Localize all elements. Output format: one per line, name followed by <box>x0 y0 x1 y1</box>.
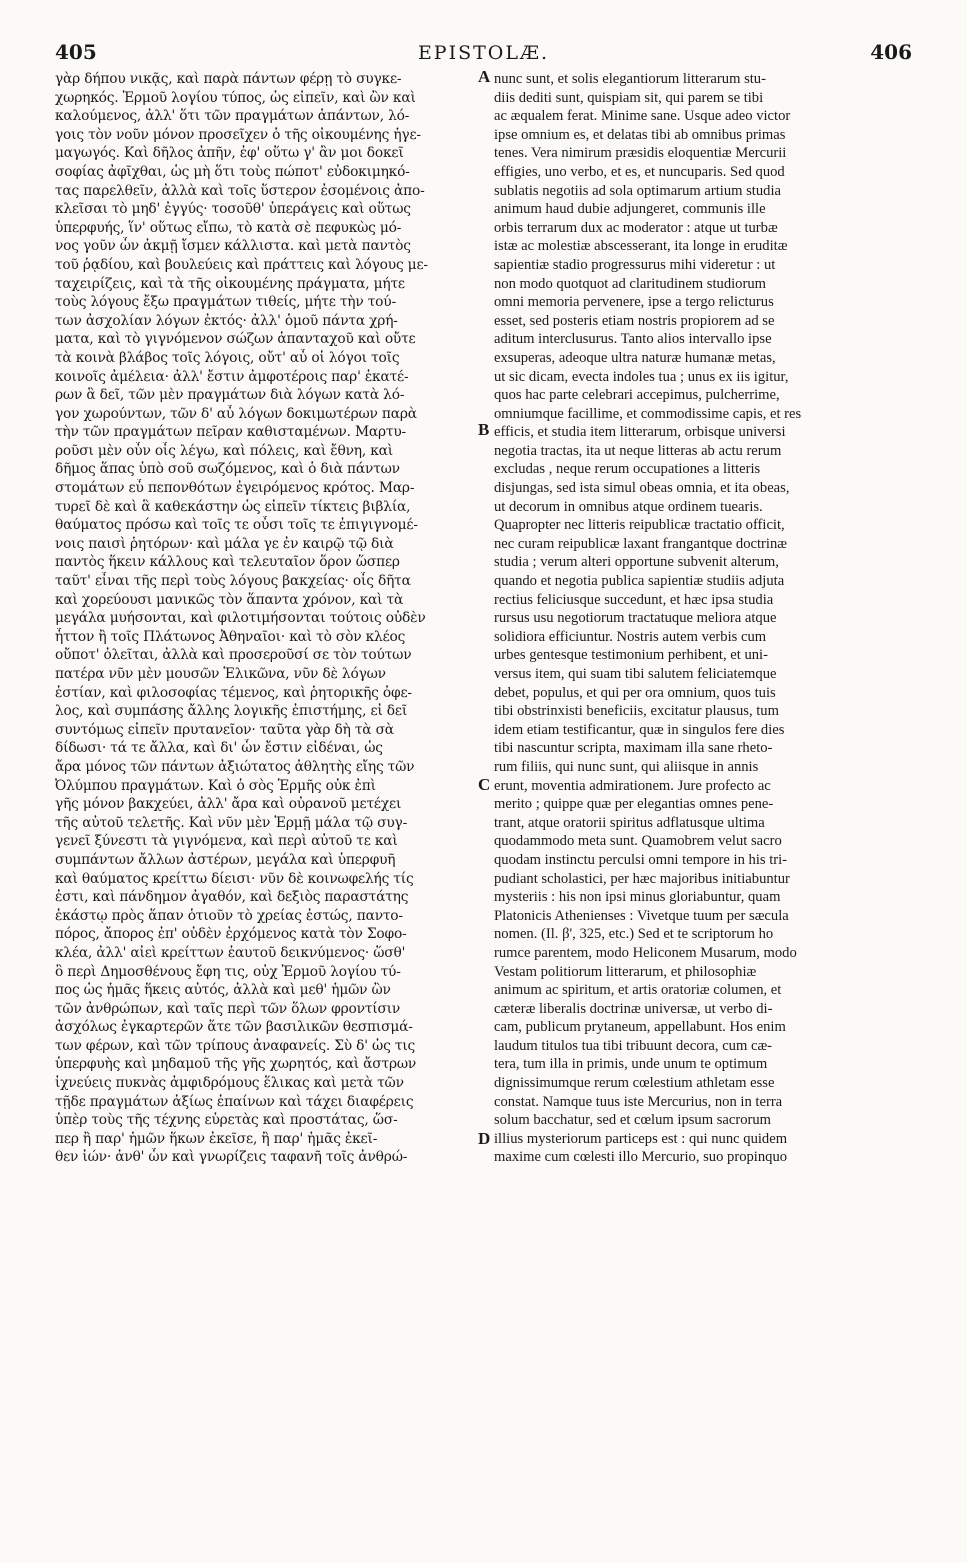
greek-line: κοινοῖς ἀμέλεια· ἀλλ' ἔστιν ἀμφοτέροις παρ' ἑκατέ- <box>55 368 409 385</box>
latin-line: esset, sed posteris etiam nostris propiorem ad se <box>494 312 775 329</box>
greek-line: μεγάλα μυήσονται, καὶ φιλοτιμήσονται τούτοις οὐδὲν <box>55 610 426 627</box>
latin-line: diis dediti sunt, quispiam sit, qui parem se tibi <box>494 89 764 106</box>
latin-line: effigies, uno verbo, et es, et nuncuparis. Sed quod <box>494 163 785 180</box>
latin-line: animum haud dubie adjungeret, communis ille <box>494 201 766 218</box>
latin-line: orbis terrarum dux ac moderator : atque ut turbæ <box>494 219 778 236</box>
page-number-left: 405 <box>55 40 97 64</box>
latin-line: disjungas, sed ista simul obeas omnia, et ita obeas, <box>494 480 790 497</box>
greek-line: νος γοῦν ὧν ἀκμῇ ἴσμεν κάλλιστα. καὶ μετὰ παντὸς <box>55 238 411 255</box>
latin-line: pudiant scholastici, per hæc majoribus initiabuntur <box>494 870 790 887</box>
greek-line: δίδωσι· τά τε ἄλλα, καὶ δι' ὧν ἔστιν εἰδέναι, ὡς <box>55 740 383 757</box>
greek-line: γενεῖ ξύνεστι τὰ γιγνόμενα, καὶ περὶ αὐτοῦ τε καὶ <box>55 833 398 850</box>
greek-line: τας παρελθεῖν, ἀλλὰ καὶ τοῖς ὕστερον ἐσομένοις ἀπο- <box>55 182 425 199</box>
greek-line: κλέα, ἀλλ' αἰεὶ κρείττων ἑαυτοῦ δεικνύμενος· ὥσθ' <box>55 944 406 961</box>
section-marker-a: A <box>478 67 491 86</box>
latin-line: studia ; verum alteri opportune subvenit alterum, <box>494 554 779 571</box>
latin-line: versus item, qui suam tibi salutem feliciatemque <box>494 666 777 682</box>
greek-line: καλούμενος, ἀλλ' ὅτι τῶν πραγμάτων ἁπάντων, λό- <box>55 108 410 125</box>
greek-line: χωρηκός. Ἑρμοῦ λογίου τύπος, ὡς εἰπεῖν, καὶ ὢν καὶ <box>55 89 416 106</box>
greek-line: ταῦτ' εἶναι τῆς περὶ τοὺς λόγους βακχείας· οἷς δῆτα <box>55 573 411 590</box>
greek-line: ἐστι, καὶ πάνδημον ἀγαθόν, καὶ δεξιὸς παραστάτης <box>55 889 409 906</box>
section-marker-b: B <box>478 420 490 439</box>
latin-line: quando et negotia publica sapientiæ studiis adjuta <box>494 573 785 590</box>
latin-line: Platonicis Athenienses : Vivetque tuum per sæcula <box>494 907 789 924</box>
greek-line: ὃ περὶ Δημοσθένους ἔφη τις, οὐχ Ἑρμοῦ λογίου τύ- <box>55 963 401 980</box>
latin-line: rectius feliciusque succedunt, et hæc ipsa studia <box>494 591 774 608</box>
greek-line: περ ἢ παρ' ἡμῶν ἥκων ἐκεῖσε, ἢ παρ' ἡμᾶς ἐκεῖ- <box>55 1130 378 1147</box>
greek-line: στομάτων εὖ πεπονθότων ἐγειρόμενος κρότος. Μαρ- <box>55 480 415 497</box>
latin-line: tibi obstrinxisti beneficiis, excitatur plausus, tum <box>494 703 779 720</box>
latin-line: negotia tractas, ita ut neque litteras ab actu rerum <box>494 442 782 459</box>
latin-line: nunc sunt, et solis elegantiorum litterarum stu- <box>494 71 766 87</box>
greek-line: κλεῖσαι τὸ μηδ' ἐγγύς· τοσοῦθ' ὑπεράγεις καὶ οὕτως <box>55 201 411 218</box>
latin-line: solum bacchatur, sed et cœlum ipsum sacrorum <box>494 1112 772 1129</box>
greek-text-column <box>55 70 475 1167</box>
latin-line: idem etiam testificantur, quæ in singulos fere dies <box>494 721 785 738</box>
running-title: EPISTOLÆ. <box>417 42 550 64</box>
greek-line: μαγωγός. Καὶ δῆλος ἀπῆν, ἐφ' οὕτω γ' ἂν μοι δοκεῖ <box>55 145 404 162</box>
greek-line: πατέρα νῦν μὲν μουσῶν Ἑλικῶνα, νῦν δὲ λόγων <box>55 666 386 682</box>
greek-line: ἀσχόλως ἐγκαρτερῶν ἅτε τῶν βασιλικῶν θεσπισμά- <box>55 1019 413 1036</box>
greek-line: σοφίας ἀφῖχθαι, ὡς μὴ ὅτι τοὺς πώποτ' εὐδοκιμηκό- <box>55 163 410 180</box>
latin-line: rum filiis, qui nunc sunt, qui aliisque in annis <box>494 758 759 775</box>
greek-line: γὰρ δήπου νικᾷς, καὶ παρὰ πάντων φέρῃ τὸ συγκε- <box>55 71 402 87</box>
latin-line: mysteriis : his non ipsi minus gloriabuntur, quam <box>494 889 781 906</box>
greek-line: πος ὡς ἡμᾶς ἥκεις αὐτός, ἀλλὰ καὶ μεθ' ἡμῶν ὢν <box>55 982 391 999</box>
latin-line: rumce parentem, modo Heliconem Musarum, modo <box>494 944 797 961</box>
greek-line: γοις τὸν νοῦν μόνον προσεῖχεν ὁ τῆς οἰκουμένης ἡγε- <box>55 126 421 143</box>
greek-line: ροῦσι μὲν οὖν οἷς λέγω, καὶ πόλεις, καὶ ἔθνη, καὶ <box>55 442 393 459</box>
greek-line: ματα, καὶ τὸ γιγνόμενον σώζων ἁπανταχοῦ καὶ οὔτε <box>55 331 416 348</box>
latin-line: laudum titulos tua tibi tribuunt decora, cum cæ- <box>494 1037 773 1054</box>
latin-line: omniumque facillime, et commodissime capis, et res <box>494 405 802 422</box>
greek-line: πόρος, ἄπορος ἐπ' οὐδὲν ἐρχόμενος κατὰ τὸν Σοφο- <box>55 926 407 943</box>
greek-line: των φέρων, καὶ τῶν τρίπους ἀναφανείς. Σὺ δ' ὡς τις <box>55 1037 415 1054</box>
greek-line: ἧττον ἢ τοῖς Πλάτωνος Ἀθηναῖοι· καὶ τὸ σὸν κλέος <box>55 628 406 645</box>
latin-line: trant, atque oratorii spiritus adflatusque ultima <box>494 814 765 831</box>
greek-line: τυρεῖ δὲ καὶ ἃ καθεκάστην ὡς εἰπεῖν τίκτεις βιβλία, <box>55 498 411 515</box>
latin-line: erunt, moventia admirationem. Jure profecto ac <box>494 777 771 794</box>
latin-line: urbes gentesque testimonium perhibent, et uni- <box>494 647 768 664</box>
page-number-right: 406 <box>870 40 912 64</box>
latin-line: cæteræ liberalis doctrinæ universæ, ut verbo di- <box>494 1000 773 1017</box>
greek-line: ἑστίαν, καὶ φιλοσοφίας τέμενος, καὶ ῥητορικῆς ὀφε- <box>55 684 412 701</box>
greek-line: καὶ χορεύουσι μανικῶς τὸν ἅπαντα χρόνον, καὶ τὰ <box>55 591 404 608</box>
latin-line: sapientiæ stadio progressurus mihi videretur : ut <box>494 256 776 273</box>
greek-line: ταχειρίζεις, καὶ τὰ τῆς οἰκουμένης πράγματα, μήτε <box>55 275 405 292</box>
latin-line: sublatis negotiis ad sola optimarum artium studia <box>494 182 781 199</box>
latin-line: tenes. Vera nimirum præsidis eloquentiæ Mercurii <box>494 145 787 162</box>
latin-line: omni memoria pervenere, ipse a tergo relicturus <box>494 294 774 311</box>
latin-line: tera, tum illa in primis, unde unum te optimum <box>494 1056 768 1073</box>
section-marker-c: C <box>478 775 491 794</box>
latin-line: debet, populus, et qui per ora omnium, quos tuis <box>494 684 776 701</box>
greek-line: καὶ θαύματος κρείττω δίεισι· νῦν δὲ κοινωφελής τίς <box>55 870 414 887</box>
latin-line: merito ; quippe quæ per elegantias omnes pene- <box>494 796 774 813</box>
latin-line: excludas , neque rerum occupationes a litteris <box>494 461 761 478</box>
latin-line: solidiora efficiuntur. Nostris autem verbis cum <box>494 628 767 645</box>
latin-line: ut sic dicam, evecta indoles tua ; unus ex iis igitur, <box>494 368 789 385</box>
greek-line: ὑπερφυὴς καὶ μηδαμοῦ τῆς γῆς χωρητός, καὶ ἄστρων <box>55 1056 417 1073</box>
latin-line: quos hac parte celebrari accepimus, pulcherrime, <box>494 387 780 404</box>
latin-line: quodam instinctu perculsi omni tempore in his tri- <box>494 851 788 868</box>
greek-line: ἰχνεύεις πυκνὰς ἀμφιδρόμους ἕλικας καὶ μετὰ τῶν <box>55 1075 404 1092</box>
latin-line: quodammodo meta sunt. Quamobrem velut sacro <box>494 833 782 850</box>
greek-line: τῆς αὐτοῦ τελετῆς. Καὶ νῦν μὲν Ἑρμῇ μάλα τῷ συγ- <box>55 814 408 831</box>
greek-line: ἑκάστῳ πρὸς ἅπαν ὁτιοῦν τὸ χρείας ἐστώς, παντο- <box>55 907 403 924</box>
greek-line: συμπάντων ἄλλων ἀστέρων, μεγάλα καὶ ὑπερφυῆ <box>55 851 396 868</box>
page-header <box>55 40 912 68</box>
greek-line: ὑπὲρ τοὺς τῆς τέχνης εὑρετὰς καὶ προστάτας, ὥσ- <box>55 1112 398 1129</box>
latin-line: ipse omnium es, et delatas tibi ab omnibus primas <box>494 126 786 143</box>
latin-line: Quapropter nec litteris reipublicæ tractatio officit, <box>494 517 785 534</box>
greek-line: ἄρα μόνος τῶν πάντων ἀξιώτατος ἀθλητὴς εἴης τῶν <box>55 758 415 775</box>
greek-line: δῆμος ἅπας ὑπὸ σοῦ σωζόμενος, καὶ ὁ διὰ πάντων <box>55 461 400 478</box>
latin-line: aditum interclusurus. Tanto alios intervallo ipse <box>494 331 772 348</box>
section-marker-d: D <box>478 1129 491 1148</box>
latin-text-column <box>494 70 909 1167</box>
greek-line: γῆς μόνον βακχεύει, ἀλλ' ἄρα καὶ οὐρανοῦ μετέχει <box>55 796 402 813</box>
greek-line: θαύματος πρόσω καὶ τοῖς τε οὖσι τοῖς τε ἐπιγιγνομέ- <box>55 517 418 534</box>
latin-line: constat. Namque tuus iste Mercurius, non in terra <box>494 1093 783 1110</box>
greek-line: παντὸς ἥκειν κάλλους καὶ τελευταῖον ὅρον ὥσπερ <box>55 554 400 571</box>
greek-line: τὰ κοινὰ βλάβος τοῖς λόγοις, οὔτ' αὖ οἱ λόγοι τοῖς <box>55 349 400 366</box>
greek-line: ὑπερφυής, ἵν' οὕτως εἴπω, τὸ κατὰ σὲ πεφυκὼς μό- <box>55 219 402 236</box>
latin-line: tibi nascuntur scripta, maximam illa sane rheto- <box>494 740 773 757</box>
greek-line: των ἀσχολίαν λόγων ἐκτός· ἀλλ' ὁμοῦ πάντα χρή- <box>55 312 398 329</box>
latin-line: ut decorum in omnibus atque ordinem tuearis. <box>494 498 763 515</box>
greek-line: τῶν ἀνθρώπων, καὶ ταῖς περὶ τῶν ὅλων φροντίσιν <box>55 1000 401 1017</box>
greek-line: θεν ἰών· ἀνθ' ὧν καὶ γνωρίζεις ταφανῆ τοῖς ἀνθρώ- <box>55 1149 408 1166</box>
latin-line: efficis, et studia item litterarum, orbisque universi <box>494 424 786 441</box>
greek-line: συντόμως εἰπεῖν πρυτανεῖον· ταῦτα γὰρ δὴ τὰ σὰ <box>55 721 394 738</box>
latin-line: nomen. (Il. β', 325, etc.) Sed et te scriptorum ho <box>494 926 774 943</box>
latin-line: cam, publicum prytaneum, appellabunt. Hos enim <box>494 1019 786 1036</box>
greek-line: λος, καὶ συμπάσης ἄλλης λογικῆς ἐπιστήμης, εἰ δεῖ <box>55 703 408 720</box>
latin-line: non modo quotquot ad claritudinem studiorum <box>494 275 766 292</box>
latin-line: animum ac spiritum, et artis oratoriæ columen, et <box>494 982 782 999</box>
latin-line: exsuperas, adeoque ultra naturæ humanæ metas, <box>494 349 776 366</box>
latin-line: illius mysteriorum particeps est : qui nunc quidem <box>494 1130 788 1147</box>
latin-line: istæ ac molestiæ abscesserant, ita longe in eruditæ <box>494 238 788 255</box>
greek-line: τοὺς λόγους ἔξω πραγμάτων τιθείς, μήτε τὴν τού- <box>55 294 396 311</box>
latin-line: Vestam politiorum litterarum, et philosophiæ <box>494 963 757 980</box>
greek-line: γον χωρούντων, τῶν δ' αὖ λόγων δοκιμωτέρων παρὰ <box>55 405 417 422</box>
greek-line: ρων ἃ δεῖ, τῶν μὲν πραγμάτων διὰ λόγων κατὰ λό- <box>55 387 405 404</box>
greek-line: νοις παισὶ ῥητόρων· καὶ μάλα γε ἐν καιρῷ τῷ διὰ <box>55 535 394 552</box>
latin-line: maxime cum cœlesti illo Mercurio, suo propinquo <box>494 1149 788 1166</box>
greek-line: τὴν τῶν πραγμάτων πεῖραν καθισταμένων. Μαρτυ- <box>55 424 407 441</box>
latin-line: nec curam reipublicæ laxant frangantque doctrinæ <box>494 535 787 552</box>
latin-line: ac æqualem ferat. Minime sane. Usque adeo victor <box>494 108 791 125</box>
latin-line: rursus usu negotiorum tractatuque meliora atque <box>494 610 777 627</box>
greek-line: οὔποτ' ὀλεῖται, ἀλλὰ καὶ προσεροῦσί σε τὸν τούτων <box>55 647 412 664</box>
greek-line: τοῦ ῥᾳδίου, καὶ βουλεύεις καὶ πράττεις καὶ λόγους με- <box>55 256 428 273</box>
latin-line: dignissimumque rerum cœlestium athletam esse <box>494 1075 775 1092</box>
greek-line: Ὀλύμπου πραγμάτων. Καὶ ὁ σὸς Ἑρμῆς οὐκ ἐπὶ <box>55 777 376 794</box>
greek-line: τῇδε πραγμάτων ἀξίως ἐπαίνων καὶ τάχει διαφέρεις <box>55 1093 414 1110</box>
